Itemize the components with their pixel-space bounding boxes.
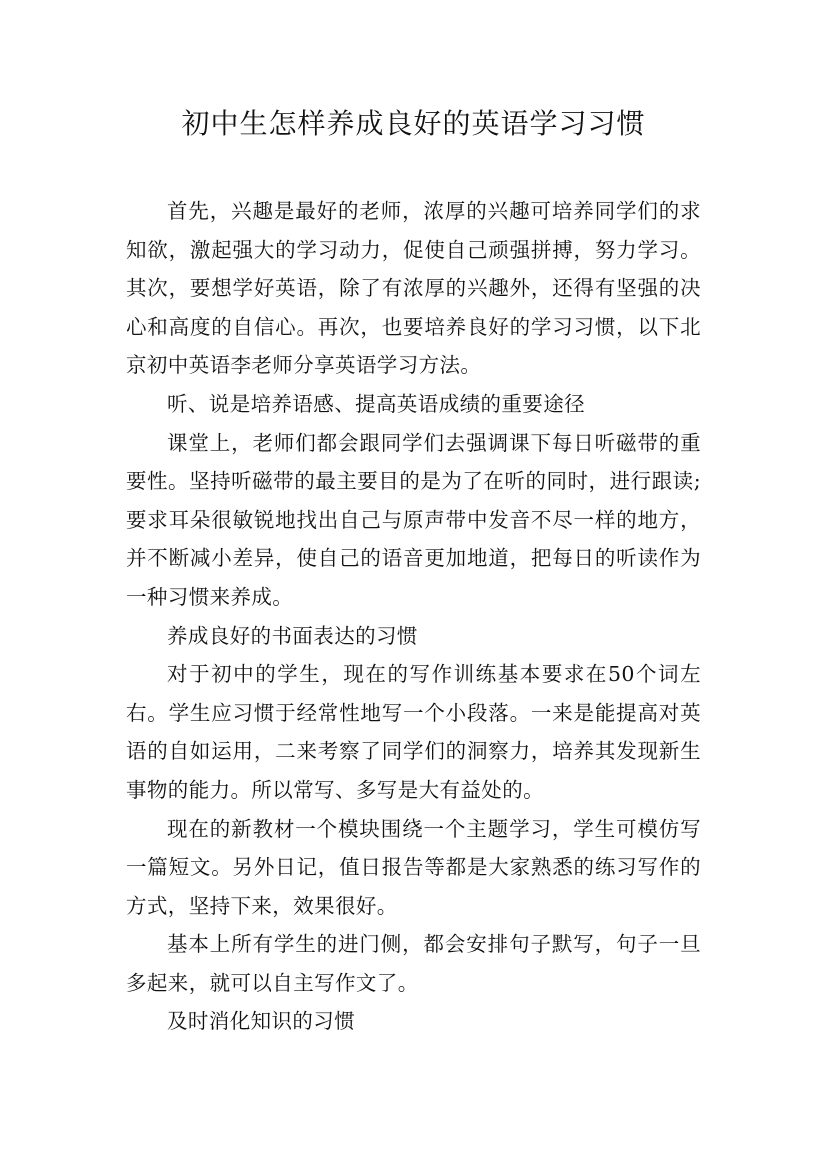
document-body [126, 192, 701, 1041]
paragraph-writing-training: 对于初中的学生，现在的写作训练基本要求在50个词左右。学生应习惯于经常性地写一个小段落。一来是能提高对英语的自如运用，二来考察了同学们的洞察力，培养其发现新生事物的能力。所以常写、多写是大有益处的。 [126, 662, 701, 802]
paragraph-sentence-dictation: 基本上所有学生的进门侧，都会安排句子默写，句子一旦多起来，就可以自主写作文了。 [126, 932, 701, 995]
paragraph-new-textbook: 现在的新教材一个模块围绕一个主题学习，学生可模仿写一篇短文。另外日记，值日报告等都是大家熟悉的练习写作的方式，坚持下来，效果很好。 [126, 816, 701, 918]
paragraph-intro: 首先，兴趣是最好的老师，浓厚的兴趣可培养同学们的求知欲，激起强大的学习动力，促使自己顽强拼搏，努力学习。其次，要想学好英语，除了有浓厚的兴趣外，还得有坚强的决心和高度的自信心。再次，也要培养良好的学习习惯，以下北京初中英语李老师分享英语学习方法。 [126, 199, 701, 378]
section-heading-digest-knowledge: 及时消化知识的习惯 [167, 1009, 356, 1034]
section-heading-listening-speaking: 听、说是培养语感、提高英语成绩的重要途径 [167, 391, 585, 416]
document-title: 初中生怎样养成良好的英语学习习惯 [181, 107, 646, 140]
section-heading-writing-habit: 养成良好的书面表达的习惯 [167, 623, 418, 648]
paragraph-classroom-listening: 课堂上，老师们都会跟同学们去强调课下每日听磁带的重要性。坚持听磁带的最主要目的是为了在听的同时，进行跟读;要求耳朵很敏锐地找出自己与原声带中发音不尽一样的地方，并不断减小差异，使自己的语音更加地道，把每日的听读作为一种习惯来养成。 [126, 430, 701, 609]
